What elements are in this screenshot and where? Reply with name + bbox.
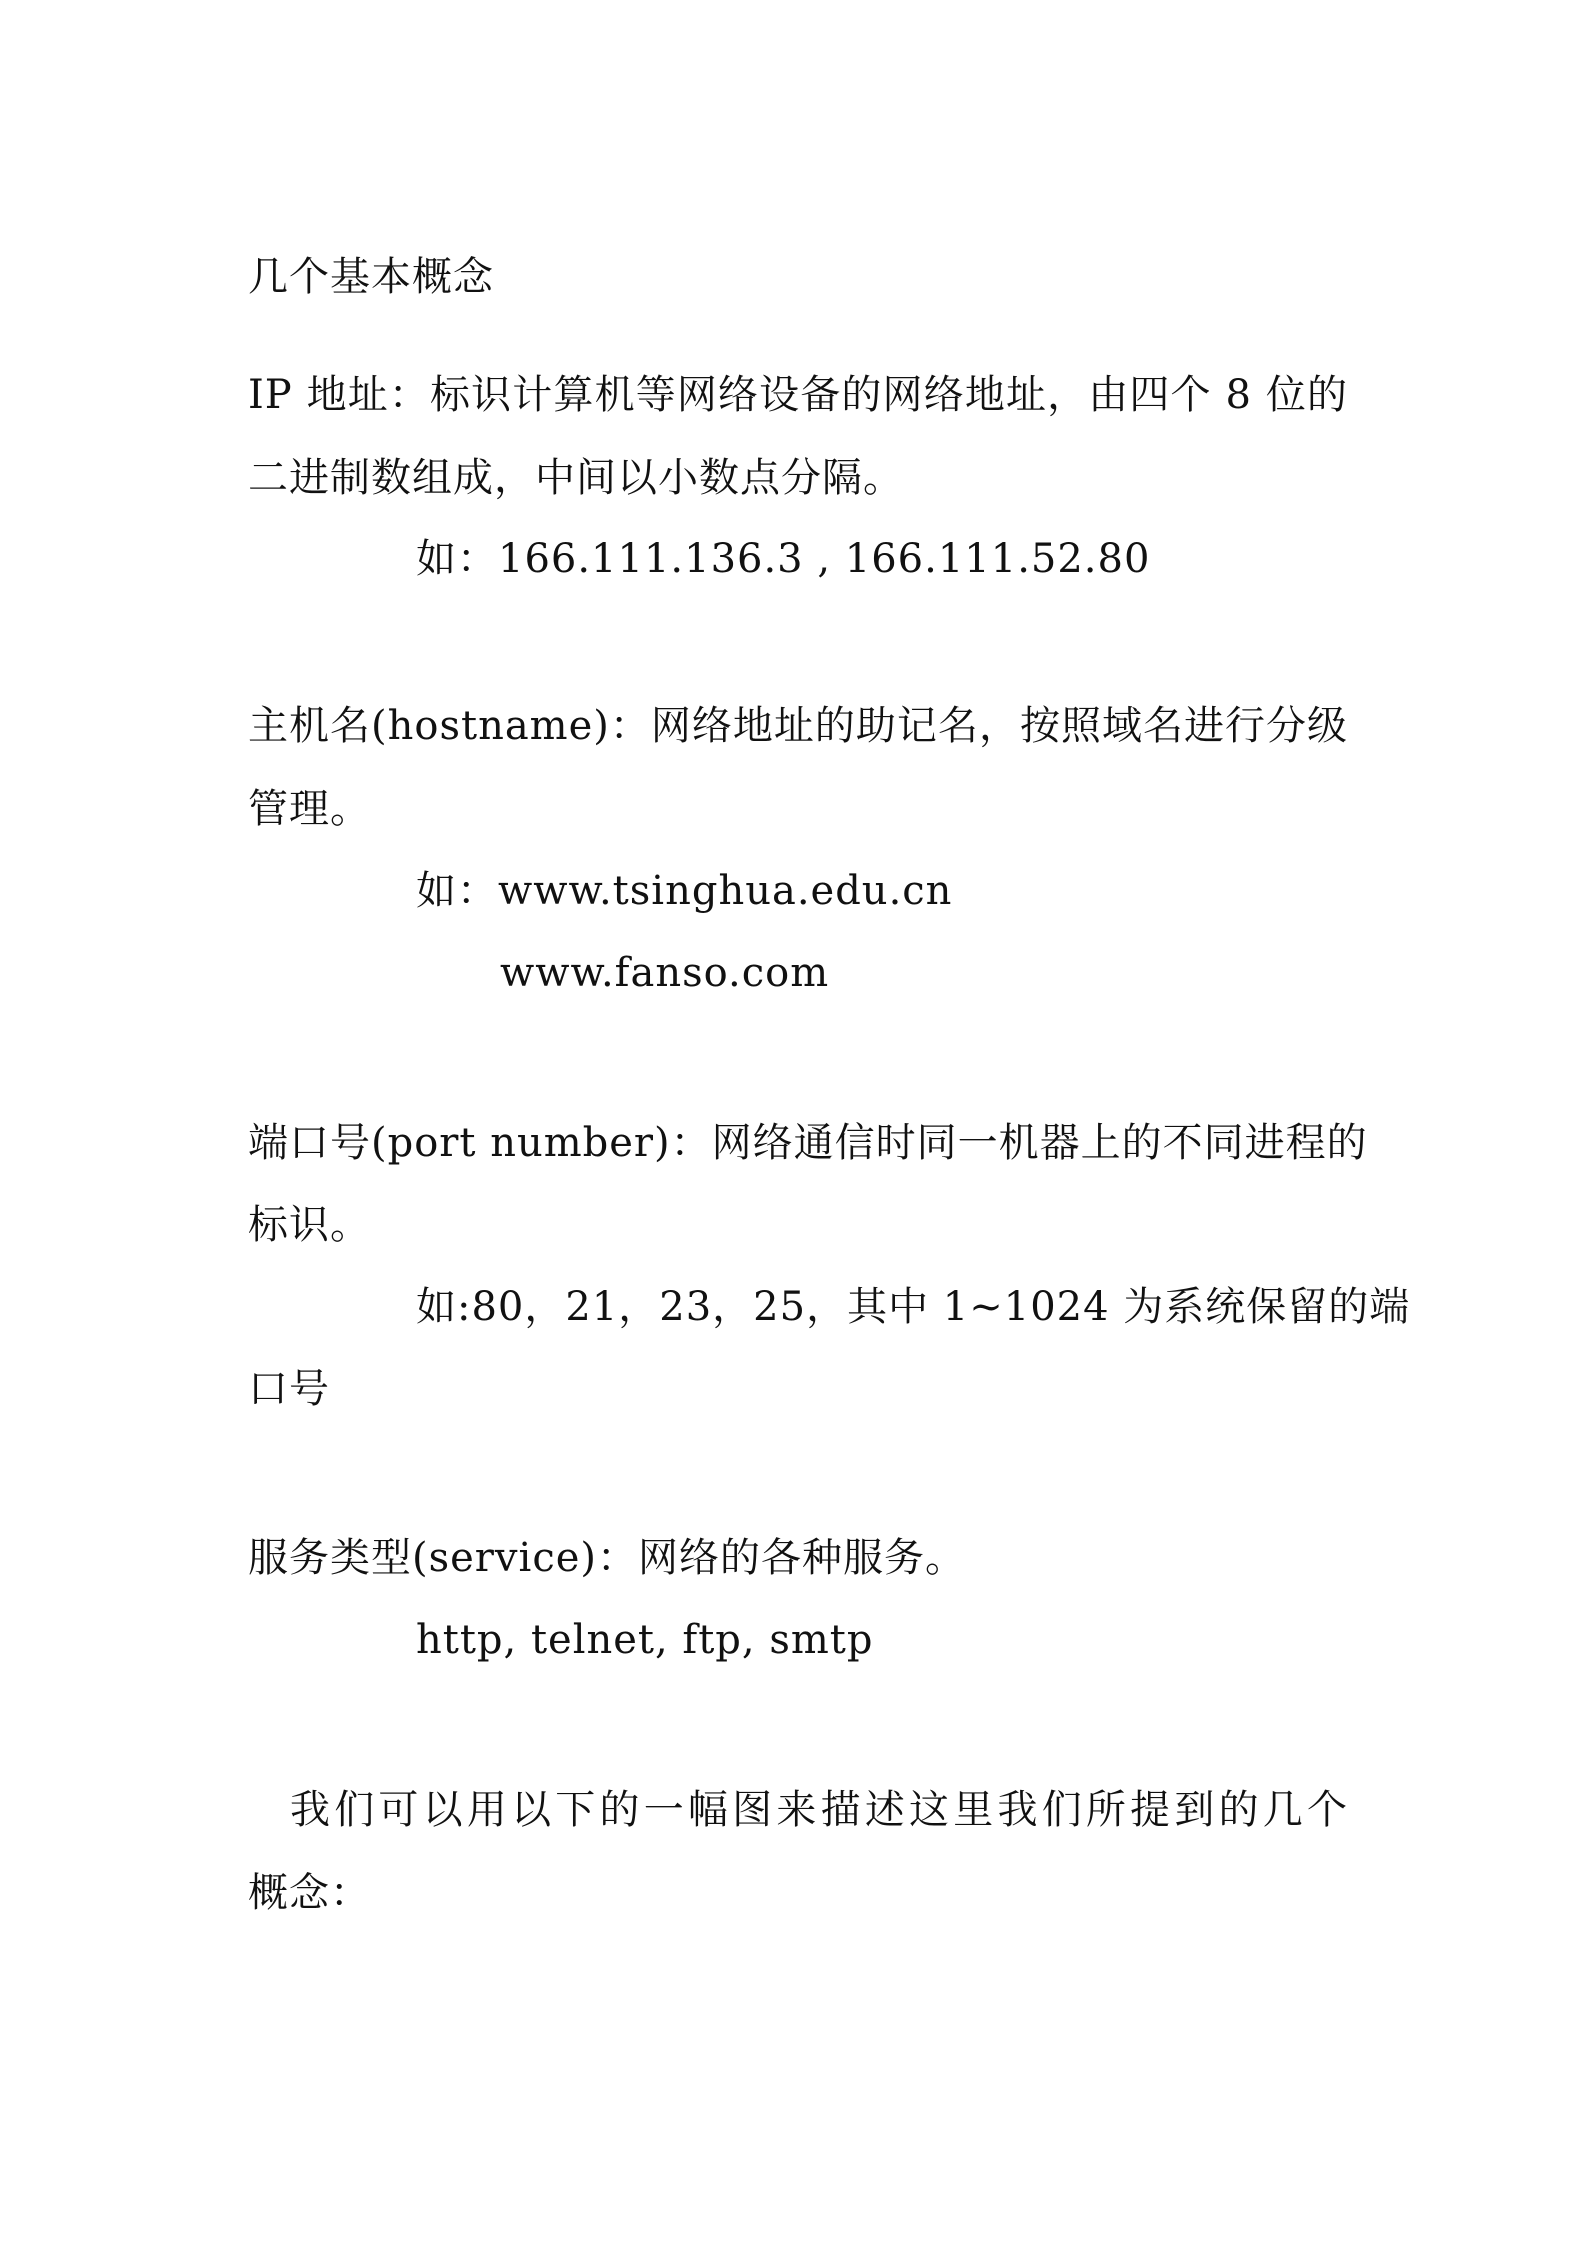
page-heading: 几个基本概念 xyxy=(248,254,494,300)
hostname-definition-line-1: 主机名(hostname)：网络地址的助记名，按照域名进行分级 xyxy=(248,703,1348,749)
service-example: http, telnet, ftp, smtp xyxy=(416,1617,874,1663)
port-example-line-1: 如:80，21，23，25，其中 1~1024 为系统保留的端 xyxy=(416,1284,1411,1330)
ip-example: 如：166.111.136.3 , 166.111.52.80 xyxy=(416,536,1151,582)
ip-definition-line-2: 二进制数组成，中间以小数点分隔。 xyxy=(248,455,904,501)
service-definition: 服务类型(service)：网络的各种服务。 xyxy=(248,1535,966,1581)
ip-definition-line-1: IP 地址：标识计算机等网络设备的网络地址，由四个 8 位的 xyxy=(248,372,1348,418)
port-definition-line-2: 标识。 xyxy=(248,1202,371,1248)
port-example-line-2: 口号 xyxy=(248,1366,330,1412)
hostname-example-1: 如：www.tsinghua.edu.cn xyxy=(416,868,953,914)
closing-paragraph-line-2: 概念： xyxy=(248,1870,371,1916)
hostname-example-2: www.fanso.com xyxy=(500,950,830,996)
hostname-definition-line-2: 管理。 xyxy=(248,786,371,832)
closing-paragraph-line-1: 我们可以用以下的一幅图来描述这里我们所提到的几个 xyxy=(290,1787,1348,1833)
port-definition-line-1: 端口号(port number)：网络通信时同一机器上的不同进程的 xyxy=(248,1120,1368,1166)
